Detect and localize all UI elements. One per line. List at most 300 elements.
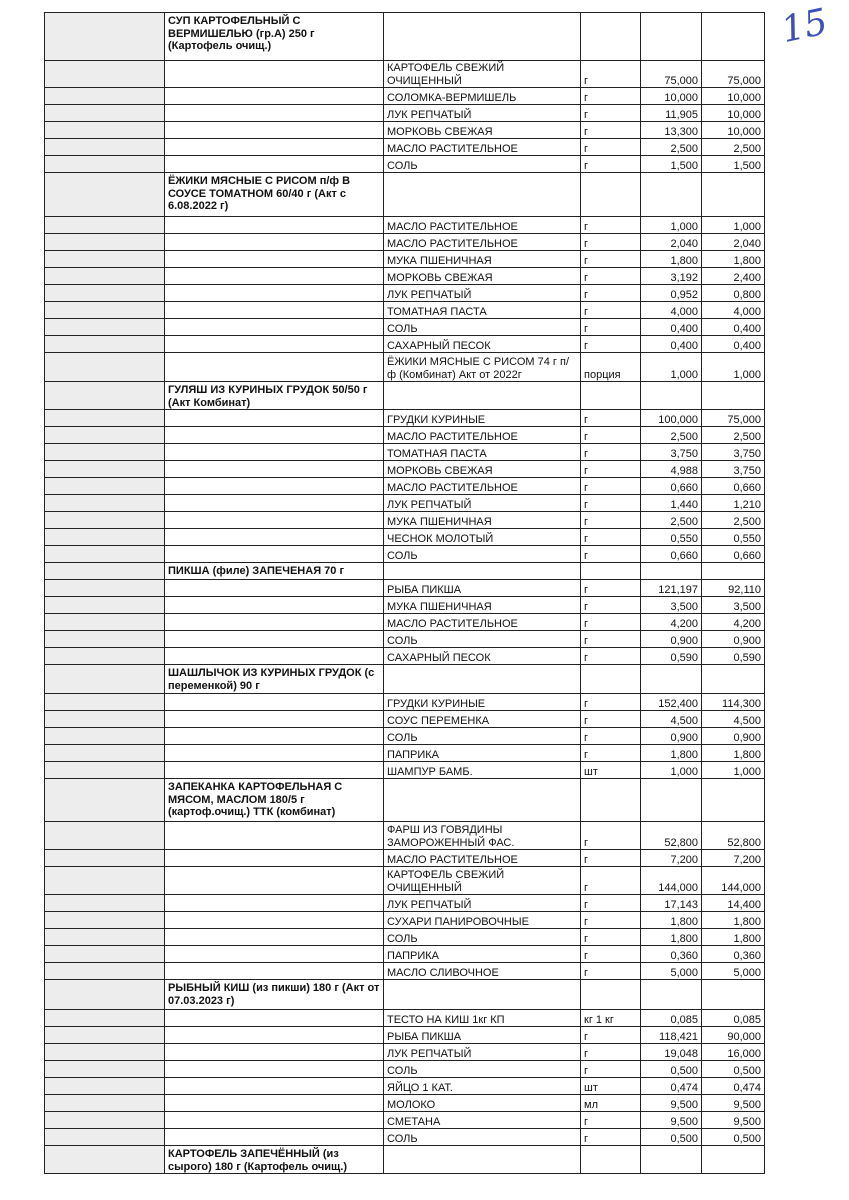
row-shade-cell bbox=[45, 711, 165, 728]
ingredient-cell: МОЛОКО bbox=[384, 1095, 581, 1112]
ingredient-cell: МАСЛО РАСТИТЕЛЬНОЕ bbox=[384, 217, 581, 234]
ingredient-row bbox=[45, 139, 765, 156]
dish-name-cell bbox=[165, 963, 384, 980]
net-weight-cell: 52,800 bbox=[702, 822, 765, 850]
unit-cell: г bbox=[581, 1061, 641, 1078]
net-weight-cell: 0,900 bbox=[702, 631, 765, 648]
ingredient-cell: ПАПРИКА bbox=[384, 946, 581, 963]
row-shade-cell bbox=[45, 122, 165, 139]
row-shade-cell bbox=[45, 1027, 165, 1044]
ingredient-cell: МАСЛО РАСТИТЕЛЬНОЕ bbox=[384, 139, 581, 156]
ingredient-cell: ФАРШ ИЗ ГОВЯДИНЫ ЗАМОРОЖЕННЫЙ ФАС. bbox=[384, 822, 581, 850]
net-weight-cell: 10,000 bbox=[702, 122, 765, 139]
ingredient-row bbox=[45, 580, 765, 597]
ingredient-row bbox=[45, 251, 765, 268]
ingredient-row bbox=[45, 867, 765, 895]
dish-name-cell: ШАШЛЫЧОК ИЗ КУРИНЫХ ГРУДОК (с переменкой) 90 г bbox=[165, 665, 384, 694]
ingredient-row bbox=[45, 1112, 765, 1129]
dish-name-cell bbox=[165, 105, 384, 122]
ingredient-cell: МУКА ПШЕНИЧНАЯ bbox=[384, 512, 581, 529]
ingredient-row bbox=[45, 88, 765, 105]
gross-weight-cell: 4,500 bbox=[641, 711, 702, 728]
row-shade-cell bbox=[45, 156, 165, 173]
ingredient-row bbox=[45, 353, 765, 382]
gross-weight-cell: 0,660 bbox=[641, 478, 702, 495]
row-shade-cell bbox=[45, 822, 165, 850]
net-weight-cell: 114,300 bbox=[702, 694, 765, 711]
unit-cell: г bbox=[581, 1044, 641, 1061]
ingredient-cell: СУХАРИ ПАНИРОВОЧНЫЕ bbox=[384, 912, 581, 929]
dish-name-cell bbox=[165, 614, 384, 631]
dish-name-cell bbox=[165, 912, 384, 929]
net-weight-cell: 1,000 bbox=[702, 762, 765, 779]
net-weight-cell bbox=[702, 173, 765, 217]
gross-weight-cell: 0,900 bbox=[641, 728, 702, 745]
net-weight-cell: 0,500 bbox=[702, 1129, 765, 1146]
dish-name-cell bbox=[165, 336, 384, 353]
gross-weight-cell: 0,660 bbox=[641, 546, 702, 563]
ingredient-cell: МАСЛО РАСТИТЕЛЬНОЕ bbox=[384, 850, 581, 867]
ingredient-row bbox=[45, 105, 765, 122]
net-weight-cell: 0,590 bbox=[702, 648, 765, 665]
dish-name-cell bbox=[165, 1112, 384, 1129]
dish-name-cell bbox=[165, 580, 384, 597]
ingredient-cell: СМЕТАНА bbox=[384, 1112, 581, 1129]
row-shade-cell bbox=[45, 268, 165, 285]
dish-header-row bbox=[45, 779, 765, 822]
row-shade-cell bbox=[45, 234, 165, 251]
unit-cell: г bbox=[581, 580, 641, 597]
unit-cell bbox=[581, 665, 641, 694]
gross-weight-cell: 9,500 bbox=[641, 1095, 702, 1112]
gross-weight-cell bbox=[641, 173, 702, 217]
net-weight-cell: 0,500 bbox=[702, 1061, 765, 1078]
ingredient-row bbox=[45, 336, 765, 353]
gross-weight-cell: 0,474 bbox=[641, 1078, 702, 1095]
ingredient-cell: СОЛЬ bbox=[384, 546, 581, 563]
unit-cell: г bbox=[581, 850, 641, 867]
unit-cell: г bbox=[581, 822, 641, 850]
dish-name-cell bbox=[165, 822, 384, 850]
gross-weight-cell: 3,192 bbox=[641, 268, 702, 285]
dish-name-cell bbox=[165, 867, 384, 895]
ingredient-row bbox=[45, 478, 765, 495]
dish-name-cell bbox=[165, 512, 384, 529]
gross-weight-cell: 3,500 bbox=[641, 597, 702, 614]
unit-cell: г bbox=[581, 285, 641, 302]
ingredient-cell: ТОМАТНАЯ ПАСТА bbox=[384, 444, 581, 461]
net-weight-cell: 144,000 bbox=[702, 867, 765, 895]
unit-cell: г bbox=[581, 156, 641, 173]
row-shade-cell bbox=[45, 319, 165, 336]
net-weight-cell: 3,500 bbox=[702, 597, 765, 614]
row-shade-cell bbox=[45, 353, 165, 382]
gross-weight-cell: 13,300 bbox=[641, 122, 702, 139]
ingredient-row bbox=[45, 302, 765, 319]
ingredient-cell: ЧЕСНОК МОЛОТЫЙ bbox=[384, 529, 581, 546]
unit-cell: г bbox=[581, 478, 641, 495]
dish-name-cell bbox=[165, 1078, 384, 1095]
net-weight-cell: 0,400 bbox=[702, 319, 765, 336]
ingredient-row bbox=[45, 217, 765, 234]
row-shade-cell bbox=[45, 648, 165, 665]
unit-cell: г bbox=[581, 61, 641, 88]
gross-weight-cell: 0,500 bbox=[641, 1129, 702, 1146]
dish-name-cell bbox=[165, 444, 384, 461]
net-weight-cell: 3,750 bbox=[702, 444, 765, 461]
unit-cell bbox=[581, 1146, 641, 1174]
unit-cell bbox=[581, 173, 641, 217]
dish-name-cell bbox=[165, 745, 384, 762]
row-shade-cell bbox=[45, 745, 165, 762]
net-weight-cell: 10,000 bbox=[702, 105, 765, 122]
unit-cell: г bbox=[581, 895, 641, 912]
row-shade-cell bbox=[45, 495, 165, 512]
ingredient-cell: КАРТОФЕЛЬ СВЕЖИЙ ОЧИЩЕННЫЙ bbox=[384, 61, 581, 88]
gross-weight-cell: 0,952 bbox=[641, 285, 702, 302]
net-weight-cell bbox=[702, 1146, 765, 1174]
net-weight-cell: 4,000 bbox=[702, 302, 765, 319]
net-weight-cell bbox=[702, 563, 765, 580]
ingredient-cell: САХАРНЫЙ ПЕСОК bbox=[384, 648, 581, 665]
unit-cell: г bbox=[581, 597, 641, 614]
ingredient-cell: СОЛЬ bbox=[384, 728, 581, 745]
unit-cell: г bbox=[581, 1027, 641, 1044]
ingredient-cell bbox=[384, 13, 581, 61]
ingredient-cell: ЛУК РЕПЧАТЫЙ bbox=[384, 495, 581, 512]
gross-weight-cell bbox=[641, 1146, 702, 1174]
row-shade-cell bbox=[45, 461, 165, 478]
unit-cell: шт bbox=[581, 1078, 641, 1095]
gross-weight-cell: 2,500 bbox=[641, 512, 702, 529]
unit-cell: г bbox=[581, 867, 641, 895]
dish-name-cell bbox=[165, 546, 384, 563]
row-shade-cell bbox=[45, 1146, 165, 1174]
unit-cell: г bbox=[581, 963, 641, 980]
ingredient-cell: СОЛОМКА-ВЕРМИШЕЛЬ bbox=[384, 88, 581, 105]
unit-cell: мл bbox=[581, 1095, 641, 1112]
row-shade-cell bbox=[45, 217, 165, 234]
dish-name-cell bbox=[165, 88, 384, 105]
dish-name-cell: ЁЖИКИ МЯСНЫЕ С РИСОМ п/ф В СОУСЕ ТОМАТНОМ 60/40 г (Акт с 6.08.2022 г) bbox=[165, 173, 384, 217]
dish-name-cell bbox=[165, 762, 384, 779]
dish-name-cell bbox=[165, 478, 384, 495]
gross-weight-cell: 1,440 bbox=[641, 495, 702, 512]
row-shade-cell bbox=[45, 779, 165, 822]
gross-weight-cell: 10,000 bbox=[641, 88, 702, 105]
ingredient-cell bbox=[384, 382, 581, 410]
dish-name-cell bbox=[165, 234, 384, 251]
gross-weight-cell: 4,988 bbox=[641, 461, 702, 478]
ingredient-cell: ПАПРИКА bbox=[384, 745, 581, 762]
dish-name-cell bbox=[165, 1044, 384, 1061]
dish-name-cell bbox=[165, 319, 384, 336]
row-shade-cell bbox=[45, 946, 165, 963]
dish-name-cell bbox=[165, 61, 384, 88]
gross-weight-cell: 0,590 bbox=[641, 648, 702, 665]
gross-weight-cell bbox=[641, 13, 702, 61]
ingredient-row bbox=[45, 694, 765, 711]
net-weight-cell: 0,800 bbox=[702, 285, 765, 302]
ingredient-cell: СОЛЬ bbox=[384, 631, 581, 648]
dish-name-cell: ГУЛЯШ ИЗ КУРИНЫХ ГРУДОК 50/50 г (Акт Комбинат) bbox=[165, 382, 384, 410]
ingredient-row bbox=[45, 444, 765, 461]
net-weight-cell: 4,500 bbox=[702, 711, 765, 728]
ingredient-cell: МУКА ПШЕНИЧНАЯ bbox=[384, 251, 581, 268]
row-shade-cell bbox=[45, 302, 165, 319]
unit-cell: г bbox=[581, 105, 641, 122]
row-shade-cell bbox=[45, 1095, 165, 1112]
gross-weight-cell: 1,800 bbox=[641, 912, 702, 929]
row-shade-cell bbox=[45, 139, 165, 156]
gross-weight-cell bbox=[641, 779, 702, 822]
net-weight-cell bbox=[702, 665, 765, 694]
ingredient-row bbox=[45, 745, 765, 762]
unit-cell: г bbox=[581, 745, 641, 762]
net-weight-cell: 7,200 bbox=[702, 850, 765, 867]
gross-weight-cell: 1,800 bbox=[641, 251, 702, 268]
dish-name-cell bbox=[165, 139, 384, 156]
gross-weight-cell: 52,800 bbox=[641, 822, 702, 850]
row-shade-cell bbox=[45, 631, 165, 648]
unit-cell: г bbox=[581, 139, 641, 156]
ingredient-row bbox=[45, 1095, 765, 1112]
net-weight-cell: 1,000 bbox=[702, 353, 765, 382]
net-weight-cell bbox=[702, 779, 765, 822]
row-shade-cell bbox=[45, 546, 165, 563]
gross-weight-cell: 2,040 bbox=[641, 234, 702, 251]
ingredient-cell: ЛУК РЕПЧАТЫЙ bbox=[384, 895, 581, 912]
dish-header-row bbox=[45, 173, 765, 217]
net-weight-cell: 0,400 bbox=[702, 336, 765, 353]
unit-cell: г bbox=[581, 122, 641, 139]
row-shade-cell bbox=[45, 1010, 165, 1027]
dish-name-cell: РЫБНЫЙ КИШ (из пикши) 180 г (Акт от 07.03.2023 г) bbox=[165, 980, 384, 1010]
net-weight-cell: 0,900 bbox=[702, 728, 765, 745]
row-shade-cell bbox=[45, 444, 165, 461]
ingredient-cell: ЯЙЦО 1 КАТ. bbox=[384, 1078, 581, 1095]
gross-weight-cell: 4,200 bbox=[641, 614, 702, 631]
dish-name-cell bbox=[165, 1027, 384, 1044]
net-weight-cell: 1,210 bbox=[702, 495, 765, 512]
ingredient-row bbox=[45, 1027, 765, 1044]
unit-cell: г bbox=[581, 946, 641, 963]
gross-weight-cell: 11,905 bbox=[641, 105, 702, 122]
unit-cell: г bbox=[581, 529, 641, 546]
gross-weight-cell: 0,400 bbox=[641, 319, 702, 336]
ingredient-cell bbox=[384, 779, 581, 822]
dish-name-cell bbox=[165, 353, 384, 382]
gross-weight-cell: 152,400 bbox=[641, 694, 702, 711]
row-shade-cell bbox=[45, 597, 165, 614]
gross-weight-cell: 2,500 bbox=[641, 139, 702, 156]
row-shade-cell bbox=[45, 382, 165, 410]
ingredient-row bbox=[45, 546, 765, 563]
row-shade-cell bbox=[45, 173, 165, 217]
ingredient-cell bbox=[384, 980, 581, 1010]
row-shade-cell bbox=[45, 1129, 165, 1146]
unit-cell: шт bbox=[581, 762, 641, 779]
dish-name-cell bbox=[165, 1061, 384, 1078]
net-weight-cell: 0,660 bbox=[702, 546, 765, 563]
dish-name-cell bbox=[165, 728, 384, 745]
gross-weight-cell: 17,143 bbox=[641, 895, 702, 912]
dish-name-cell bbox=[165, 1129, 384, 1146]
dish-name-cell bbox=[165, 410, 384, 427]
ingredient-row bbox=[45, 122, 765, 139]
ingredient-row bbox=[45, 614, 765, 631]
net-weight-cell: 9,500 bbox=[702, 1095, 765, 1112]
unit-cell: г bbox=[581, 268, 641, 285]
net-weight-cell: 75,000 bbox=[702, 410, 765, 427]
gross-weight-cell: 118,421 bbox=[641, 1027, 702, 1044]
net-weight-cell: 2,400 bbox=[702, 268, 765, 285]
ingredient-cell bbox=[384, 173, 581, 217]
unit-cell: г bbox=[581, 461, 641, 478]
net-weight-cell: 10,000 bbox=[702, 88, 765, 105]
gross-weight-cell bbox=[641, 563, 702, 580]
net-weight-cell: 0,474 bbox=[702, 1078, 765, 1095]
gross-weight-cell: 75,000 bbox=[641, 61, 702, 88]
ingredient-cell: СОЛЬ bbox=[384, 1129, 581, 1146]
unit-cell: г bbox=[581, 1129, 641, 1146]
ingredient-row bbox=[45, 319, 765, 336]
unit-cell bbox=[581, 779, 641, 822]
ingredient-cell: ЛУК РЕПЧАТЫЙ bbox=[384, 285, 581, 302]
gross-weight-cell: 0,500 bbox=[641, 1061, 702, 1078]
net-weight-cell: 1,800 bbox=[702, 251, 765, 268]
ingredient-row bbox=[45, 929, 765, 946]
row-shade-cell bbox=[45, 762, 165, 779]
net-weight-cell: 9,500 bbox=[702, 1112, 765, 1129]
dish-header-row bbox=[45, 13, 765, 61]
row-shade-cell bbox=[45, 665, 165, 694]
row-shade-cell bbox=[45, 61, 165, 88]
dish-name-cell bbox=[165, 1095, 384, 1112]
ingredient-row bbox=[45, 912, 765, 929]
dish-name-cell bbox=[165, 946, 384, 963]
net-weight-cell: 16,000 bbox=[702, 1044, 765, 1061]
gross-weight-cell: 1,800 bbox=[641, 745, 702, 762]
gross-weight-cell: 0,900 bbox=[641, 631, 702, 648]
gross-weight-cell bbox=[641, 382, 702, 410]
ingredient-cell: ЛУК РЕПЧАТЫЙ bbox=[384, 105, 581, 122]
dish-name-cell bbox=[165, 427, 384, 444]
ingredient-row bbox=[45, 963, 765, 980]
net-weight-cell: 75,000 bbox=[702, 61, 765, 88]
net-weight-cell bbox=[702, 980, 765, 1010]
ingredient-row bbox=[45, 711, 765, 728]
gross-weight-cell: 19,048 bbox=[641, 1044, 702, 1061]
gross-weight-cell: 3,750 bbox=[641, 444, 702, 461]
unit-cell bbox=[581, 382, 641, 410]
ingredient-row bbox=[45, 1044, 765, 1061]
gross-weight-cell: 1,800 bbox=[641, 929, 702, 946]
ingredient-cell: МУКА ПШЕНИЧНАЯ bbox=[384, 597, 581, 614]
unit-cell: г bbox=[581, 251, 641, 268]
gross-weight-cell bbox=[641, 980, 702, 1010]
row-shade-cell bbox=[45, 1061, 165, 1078]
row-shade-cell bbox=[45, 13, 165, 61]
unit-cell: г bbox=[581, 728, 641, 745]
net-weight-cell: 2,500 bbox=[702, 512, 765, 529]
unit-cell bbox=[581, 980, 641, 1010]
net-weight-cell: 2,500 bbox=[702, 139, 765, 156]
dish-name-cell bbox=[165, 495, 384, 512]
gross-weight-cell: 144,000 bbox=[641, 867, 702, 895]
ingredient-cell: МОРКОВЬ СВЕЖАЯ bbox=[384, 461, 581, 478]
dish-name-cell bbox=[165, 895, 384, 912]
dish-name-cell bbox=[165, 850, 384, 867]
row-shade-cell bbox=[45, 529, 165, 546]
recipe-table bbox=[44, 12, 765, 1174]
gross-weight-cell: 0,360 bbox=[641, 946, 702, 963]
ingredient-row bbox=[45, 156, 765, 173]
net-weight-cell: 0,360 bbox=[702, 946, 765, 963]
gross-weight-cell: 0,085 bbox=[641, 1010, 702, 1027]
net-weight-cell: 1,800 bbox=[702, 912, 765, 929]
unit-cell: г bbox=[581, 648, 641, 665]
page-number: 15 bbox=[777, 1, 832, 52]
unit-cell: г bbox=[581, 546, 641, 563]
ingredient-row bbox=[45, 895, 765, 912]
unit-cell: г bbox=[581, 88, 641, 105]
ingredient-cell: ГРУДКИ КУРИНЫЕ bbox=[384, 694, 581, 711]
dish-name-cell bbox=[165, 285, 384, 302]
unit-cell: г bbox=[581, 427, 641, 444]
dish-header-row bbox=[45, 980, 765, 1010]
unit-cell: г bbox=[581, 495, 641, 512]
unit-cell bbox=[581, 563, 641, 580]
unit-cell: г bbox=[581, 319, 641, 336]
ingredient-cell: СОЛЬ bbox=[384, 156, 581, 173]
net-weight-cell: 14,400 bbox=[702, 895, 765, 912]
ingredient-cell: ГРУДКИ КУРИНЫЕ bbox=[384, 410, 581, 427]
ingredient-cell: СОЛЬ bbox=[384, 1061, 581, 1078]
row-shade-cell bbox=[45, 285, 165, 302]
row-shade-cell bbox=[45, 512, 165, 529]
ingredient-cell: МАСЛО РАСТИТЕЛЬНОЕ bbox=[384, 614, 581, 631]
net-weight-cell: 3,750 bbox=[702, 461, 765, 478]
ingredient-row bbox=[45, 512, 765, 529]
dish-name-cell bbox=[165, 302, 384, 319]
net-weight-cell: 0,550 bbox=[702, 529, 765, 546]
gross-weight-cell: 4,000 bbox=[641, 302, 702, 319]
gross-weight-cell bbox=[641, 665, 702, 694]
net-weight-cell: 2,040 bbox=[702, 234, 765, 251]
gross-weight-cell: 2,500 bbox=[641, 427, 702, 444]
row-shade-cell bbox=[45, 963, 165, 980]
unit-cell: г bbox=[581, 631, 641, 648]
ingredient-cell: КАРТОФЕЛЬ СВЕЖИЙ ОЧИЩЕННЫЙ bbox=[384, 867, 581, 895]
unit-cell: г bbox=[581, 912, 641, 929]
net-weight-cell: 2,500 bbox=[702, 427, 765, 444]
ingredient-row bbox=[45, 648, 765, 665]
gross-weight-cell: 0,550 bbox=[641, 529, 702, 546]
net-weight-cell: 1,000 bbox=[702, 217, 765, 234]
ingredient-row bbox=[45, 285, 765, 302]
unit-cell: порция bbox=[581, 353, 641, 382]
net-weight-cell: 1,500 bbox=[702, 156, 765, 173]
row-shade-cell bbox=[45, 895, 165, 912]
row-shade-cell bbox=[45, 336, 165, 353]
net-weight-cell: 5,000 bbox=[702, 963, 765, 980]
row-shade-cell bbox=[45, 105, 165, 122]
dish-name-cell bbox=[165, 631, 384, 648]
net-weight-cell bbox=[702, 13, 765, 61]
gross-weight-cell: 1,000 bbox=[641, 217, 702, 234]
ingredient-row bbox=[45, 728, 765, 745]
